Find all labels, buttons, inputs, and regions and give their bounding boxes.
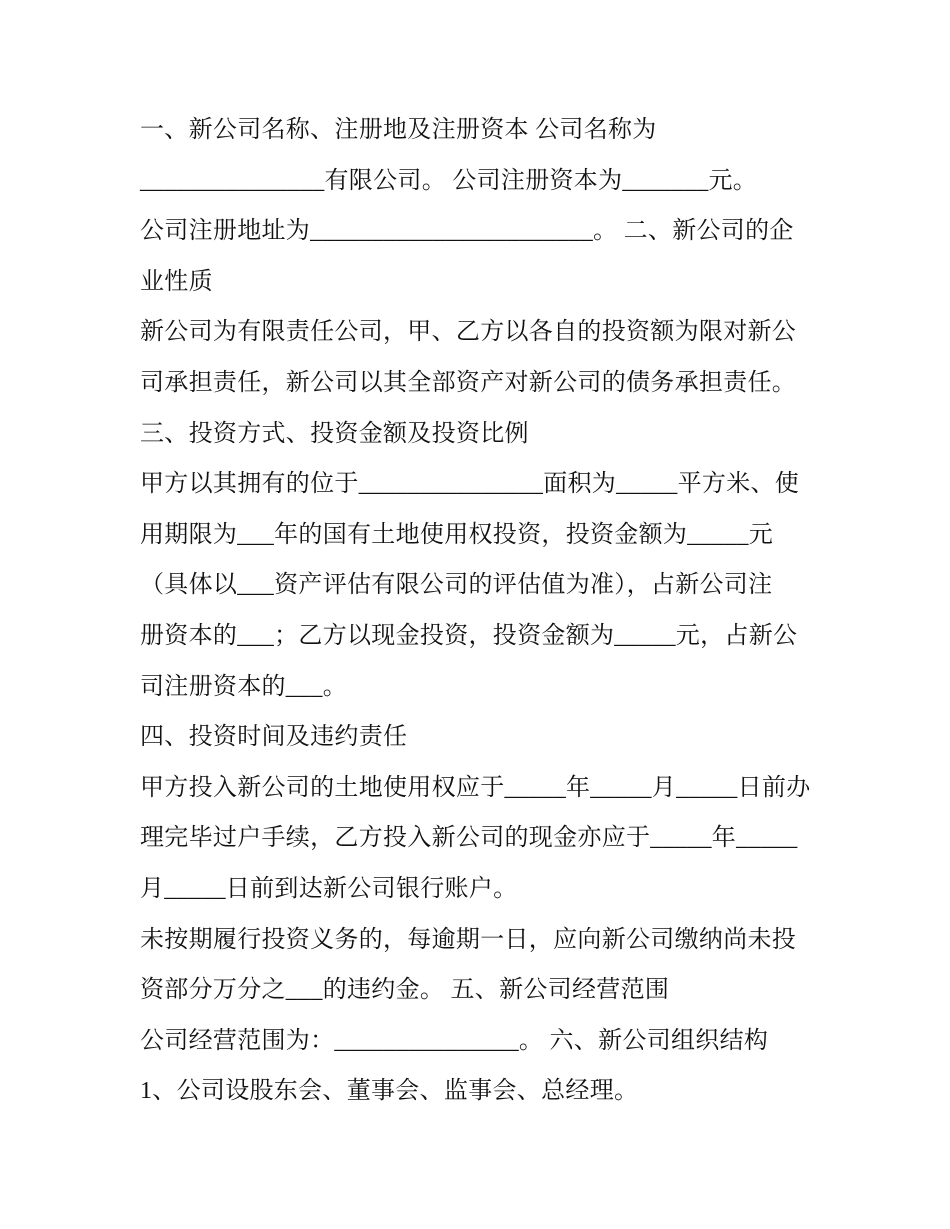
text-line: 册资本的___；乙方以现金投资，投资金额为_____元，占新公 [140, 622, 798, 649]
text-line: _______________有限公司。 公司注册资本为_______元。 [140, 167, 758, 194]
text-line: 业性质 [140, 268, 213, 295]
document-page [140, 105, 820, 1117]
text-line: （具体以___资产评估有限公司的评估值为准），占新公司注 [140, 572, 773, 599]
text-line: 公司注册地址为_______________________。 二、新公司的企 [140, 218, 794, 245]
text-line: 1、公司设股东会、董事会、监事会、总经理。 [140, 1078, 639, 1105]
text-line: 公司经营范围为：_______________。 六、新公司组织结构 [140, 1027, 769, 1054]
text-line: 甲方投入新公司的土地使用权应于_____年_____月_____日前办 [140, 774, 811, 801]
section-heading-investment: 三、投资方式、投资金额及投资比例 [140, 420, 529, 447]
text-line: 未按期履行投资义务的，每逾期一日，应向新公司缴纳尚未投 [140, 926, 797, 953]
text-line: 新公司为有限责任公司，甲、乙方以各自的投资额为限对新公 [140, 319, 797, 346]
text-line: 理完毕过户手续，乙方投入新公司的现金亦应于_____年_____ [140, 825, 798, 852]
text-line: 资部分万分之___的违约金。 五、新公司经营范围 [140, 977, 670, 1004]
section-heading-company-name: 一、新公司名称、注册地及注册资本 公司名称为 [140, 117, 657, 143]
text-line: 司注册资本的___。 [140, 673, 347, 700]
text-line: 月_____日前到达新公司银行账户。 [140, 875, 518, 902]
text-line: 甲方以其拥有的位于_______________面积为_____平方米、使 [140, 471, 800, 498]
text-line: 用期限为___年的国有土地使用权投资，投资金额为_____元 [140, 521, 773, 548]
text-line: 司承担责任，新公司以其全部资产对新公司的债务承担责任。 [140, 369, 797, 396]
section-heading-investment-time: 四、投资时间及违约责任 [140, 724, 408, 751]
